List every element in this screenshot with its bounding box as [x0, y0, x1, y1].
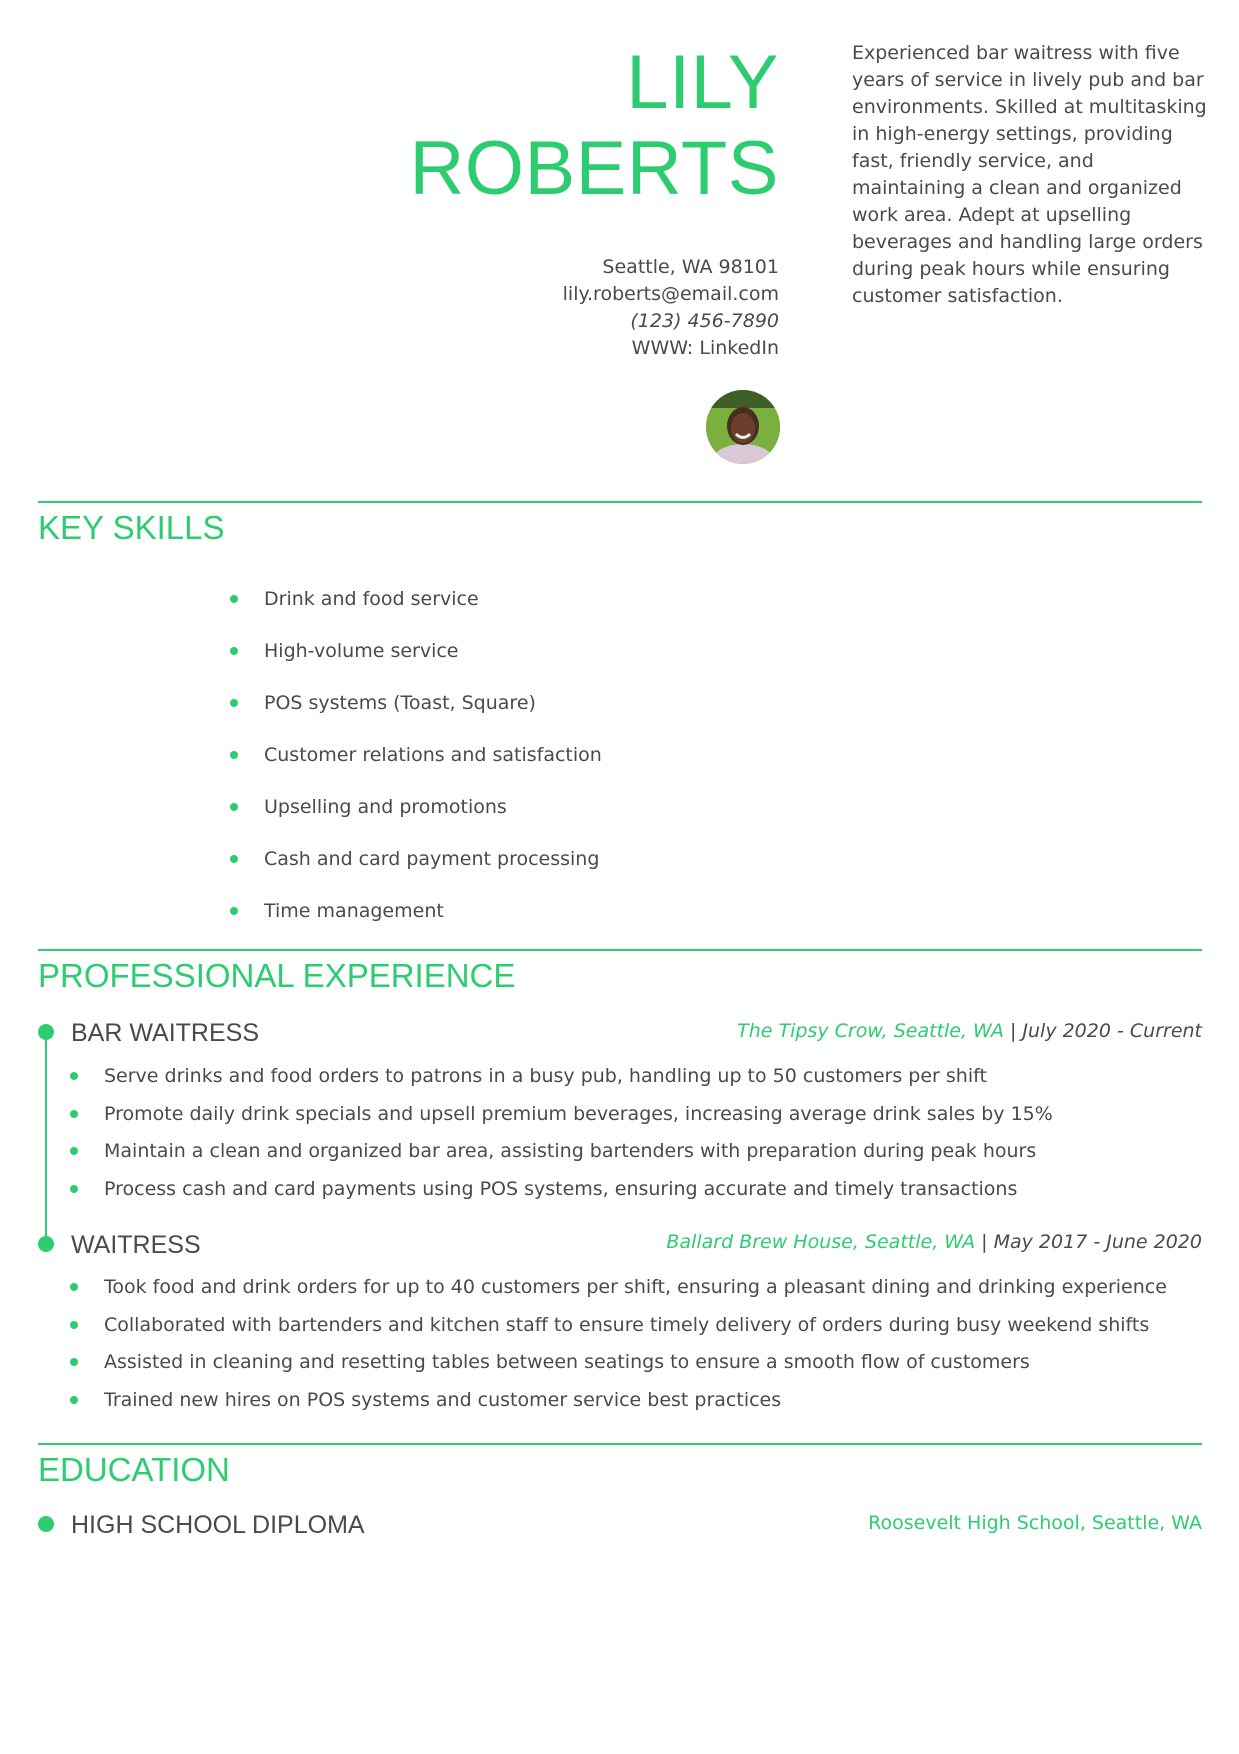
job-meta — [602, 1229, 1202, 1255]
timeline-line — [45, 1036, 47, 1248]
list-item: Took food and drink orders for up to 40 customers per shift, ensuring a pleasant dining and drinking experience — [70, 1274, 1170, 1312]
list-item: Trained new hires on POS systems and customer service best practices — [70, 1387, 1170, 1425]
bullet-icon — [230, 699, 238, 707]
list-item: Customer relations and satisfaction — [230, 742, 602, 794]
timeline-dot-icon — [38, 1516, 54, 1532]
email-text[interactable]: lily.roberts@email.com — [562, 283, 779, 305]
degree-title: HIGH SCHOOL DIPLOMA — [71, 1511, 365, 1539]
bullet-icon — [70, 1110, 78, 1118]
bullet-icon — [70, 1358, 78, 1366]
bullet-icon — [70, 1072, 78, 1080]
meta-separator: | — [975, 1231, 994, 1253]
location-text: Seattle, WA 98101 — [602, 256, 779, 278]
job-bullets — [70, 1274, 1170, 1424]
contact-block — [279, 254, 779, 362]
skills-list — [230, 586, 602, 950]
bullet-icon — [70, 1147, 78, 1155]
section-divider — [38, 1443, 1202, 1445]
meta-separator: | — [1003, 1020, 1023, 1042]
job-title: BAR WAITRESS — [71, 1019, 259, 1047]
list-item: POS systems (Toast, Square) — [230, 690, 602, 742]
list-item: Time management — [230, 898, 602, 950]
bullet-icon — [70, 1396, 78, 1404]
last-name: ROBERTS — [409, 126, 779, 211]
section-title-education: EDUCATION — [38, 1451, 230, 1488]
avatar-photo-icon — [706, 390, 780, 464]
timeline-dot-icon — [38, 1024, 54, 1040]
list-item: Assisted in cleaning and resetting tables between seatings to ensure a smooth flow of customers — [70, 1349, 1170, 1387]
bullet-icon — [230, 647, 238, 655]
list-item: Drink and food service — [230, 586, 602, 638]
candidate-name — [179, 40, 779, 212]
job-company: Ballard Brew House, Seattle, WA — [666, 1231, 976, 1253]
list-item: Process cash and card payments using POS systems, ensuring accurate and timely transactions — [70, 1176, 1170, 1214]
job-title: WAITRESS — [71, 1231, 201, 1259]
list-item: Upselling and promotions — [230, 794, 602, 846]
timeline-dot-icon — [38, 1236, 54, 1252]
first-name: LILY — [626, 40, 779, 125]
job-meta — [602, 1018, 1202, 1044]
website-link[interactable]: WWW: LinkedIn — [631, 337, 779, 359]
job-dates: May 2017 - June 2020 — [993, 1231, 1202, 1253]
bullet-icon — [230, 595, 238, 603]
phone-text: (123) 456-7890 — [630, 310, 779, 332]
bullet-icon — [70, 1321, 78, 1329]
bullet-icon — [70, 1185, 78, 1193]
list-item: Serve drinks and food orders to patrons in a busy pub, handling up to 50 customers per shift — [70, 1063, 1170, 1101]
job-company: The Tipsy Crow, Seattle, WA — [737, 1020, 1004, 1042]
section-title-experience: PROFESSIONAL EXPERIENCE — [38, 957, 516, 994]
bullet-icon — [230, 855, 238, 863]
list-item: Maintain a clean and organized bar area, assisting bartenders with preparation during peak hours — [70, 1138, 1170, 1176]
section-divider — [38, 949, 1202, 951]
school-name: Roosevelt High School, Seattle, WA — [868, 1512, 1202, 1534]
bullet-icon — [70, 1283, 78, 1291]
job-dates: July 2020 - Current — [1022, 1020, 1202, 1042]
list-item: Cash and card payment processing — [230, 846, 602, 898]
bullet-icon — [230, 751, 238, 759]
bullet-icon — [230, 907, 238, 915]
job-bullets — [70, 1063, 1170, 1213]
list-item: High-volume service — [230, 638, 602, 690]
section-title-key-skills: KEY SKILLS — [38, 509, 225, 546]
section-divider — [38, 501, 1202, 503]
bullet-icon — [230, 803, 238, 811]
list-item: Collaborated with bartenders and kitchen staff to ensure timely delivery of orders during busy weekend shifts — [70, 1312, 1170, 1350]
professional-summary: Experienced bar waitress with five years of service in lively pub and bar environments. Skilled at multitasking in high-energy settings, providing fast, friendly service, and maintaining a clean and organized work area. Adept at upselling beverages and handling large orders during peak hours while ensuring customer satisfaction. — [852, 42, 1207, 307]
avatar — [706, 390, 780, 464]
list-item: Promote daily drink specials and upsell premium beverages, increasing average drink sales by 15% — [70, 1101, 1170, 1139]
